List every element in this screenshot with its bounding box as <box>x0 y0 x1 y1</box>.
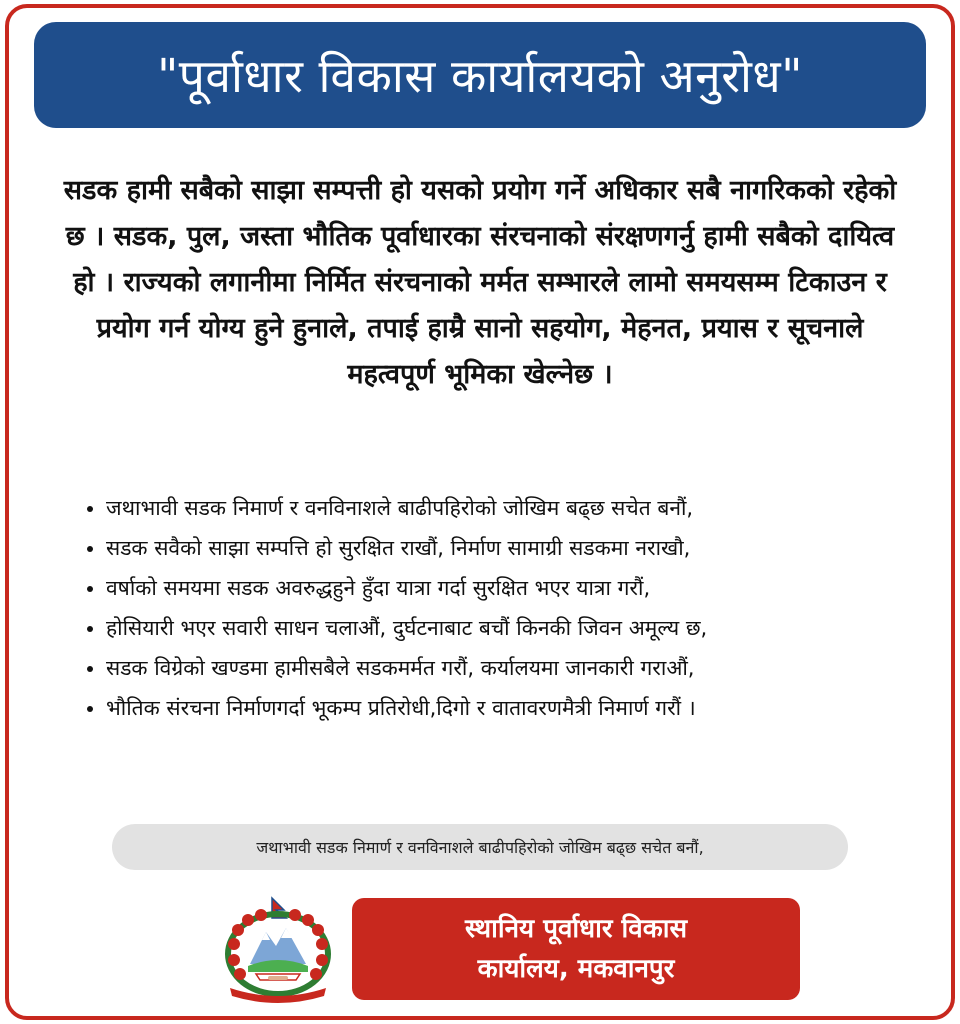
list-item: • भौतिक संरचना निर्माणगर्दा भूकम्प प्रतिरोधी,दिगो र वातावरणमैत्री निमार्ण गरौं । <box>106 688 908 728</box>
office-name-line2: कार्यालय, मकवानपुर <box>477 954 675 984</box>
government-emblem-icon <box>216 896 340 1006</box>
list-item: • होसियारी भएर सवारी साधन चलाऔं, दुर्घटनाबाट बचौं किनकी जिवन अमूल्य छ, <box>106 608 908 648</box>
office-name-box <box>352 898 800 1000</box>
office-name-line1: स्थानिय पूर्वाधार विकास <box>464 914 688 944</box>
footer-slogan-pill <box>112 824 848 870</box>
list-item: • सडक सवैको साझा सम्पत्ति हो सुरक्षित राखौं, निर्माण सामाग्री सडकमा नराखौ, <box>106 528 908 568</box>
list-item: • जथाभावी सडक निमार्ण र वनविनाशले बाढीपहिरोको जोखिम बढ्छ सचेत बनौं, <box>106 488 908 528</box>
list-item: • सडक विग्रेको खण्डमा हामीसबैले सडकमर्मत गरौं, कर्यालयमा जानकारी गराऔं, <box>106 648 908 688</box>
title-banner <box>34 22 926 128</box>
intro-paragraph: सडक हामी सबैको साझा सम्पत्ती हो यसको प्रयोग गर्ने अधिकार सबै नागरिकको रहेको छ । सडक, पुल, जस्ता भौतिक पूर्वाधारका संरचनाको संरक्षणगर्नु हामी सबैको दायित्व हो । राज्यको लगानीमा निर्मित संरचनाको मर्मत सम्भारले लामो समयसम्म टिकाउन र प्रयोग गर्न योग्य हुने हुनाले, तपाई हाम्रै सानो सहयोग, मेहनत, प्रयास र सूचनाले महत्वपूर्ण भूमिका खेल्नेछ । <box>63 175 897 390</box>
list-item: • वर्षाको समयमा सडक अवरुद्धहुने हुँदा यात्रा गर्दा सुरक्षित भएर यात्रा गरौं, <box>106 568 908 608</box>
footer-slogan: जथाभावी सडक निमार्ण र वनविनाशले बाढीपहिरोको जोखिम बढ्छ सचेत बनौं, <box>256 838 704 857</box>
poster-title: "पूर्वाधार विकास कार्यालयको अनुरोध" <box>157 49 803 103</box>
advice-list <box>78 488 908 728</box>
